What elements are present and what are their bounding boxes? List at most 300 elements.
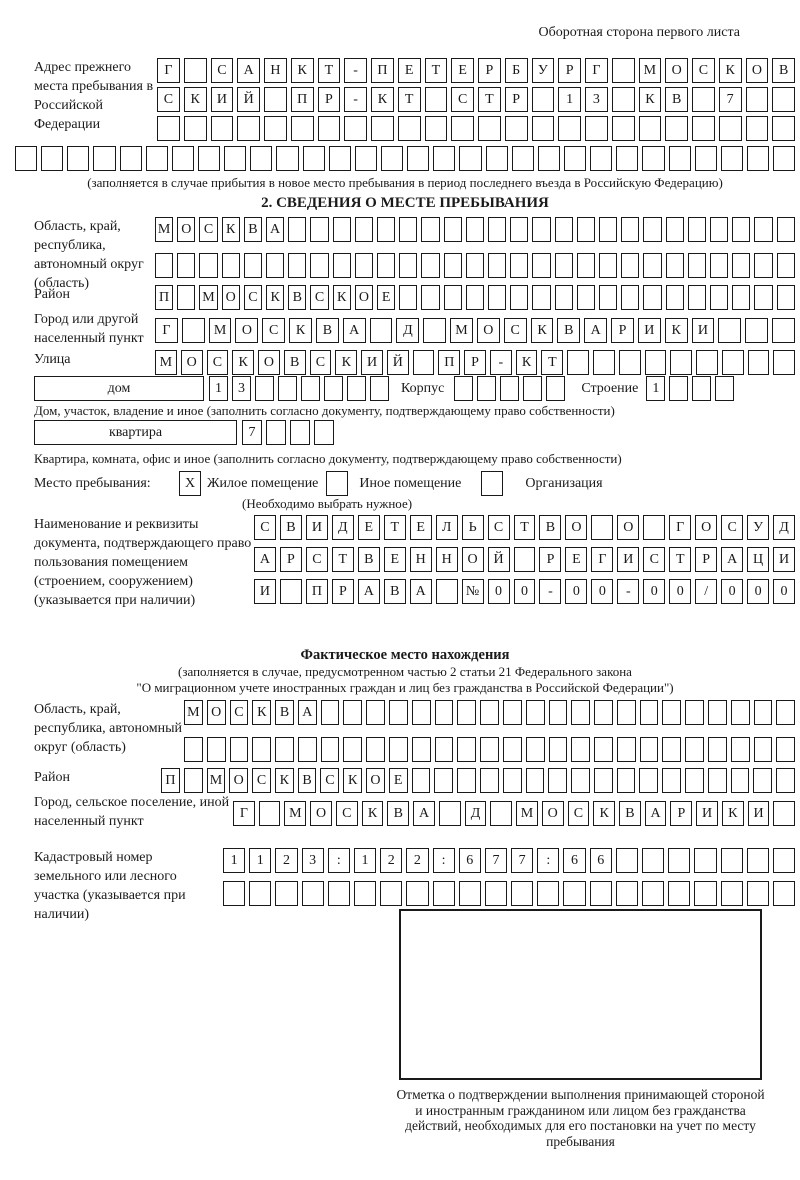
char-cell[interactable]: [344, 116, 367, 141]
char-cell[interactable]: :: [537, 848, 559, 873]
char-cell[interactable]: [669, 376, 688, 401]
char-cell[interactable]: 2: [275, 848, 297, 873]
char-cell[interactable]: И: [638, 318, 661, 343]
char-cell[interactable]: [252, 737, 271, 762]
char-cell[interactable]: А: [584, 318, 607, 343]
char-cell[interactable]: [500, 376, 519, 401]
char-cell[interactable]: С: [254, 515, 276, 540]
char-cell[interactable]: -: [490, 350, 512, 375]
char-cell[interactable]: Е: [377, 285, 395, 310]
char-cell[interactable]: [454, 376, 473, 401]
char-cell[interactable]: [412, 737, 431, 762]
char-cell[interactable]: Ц: [747, 547, 769, 572]
char-cell[interactable]: 0: [747, 579, 769, 604]
char-cell[interactable]: Н: [264, 58, 287, 83]
char-cell[interactable]: Г: [669, 515, 691, 540]
char-cell[interactable]: :: [328, 848, 350, 873]
char-cell[interactable]: [298, 737, 317, 762]
char-cell[interactable]: [275, 737, 294, 762]
char-cell[interactable]: А: [358, 579, 380, 604]
char-cell[interactable]: [643, 217, 661, 242]
char-cell[interactable]: Г: [155, 318, 178, 343]
char-cell[interactable]: [772, 116, 795, 141]
char-cell[interactable]: Г: [591, 547, 613, 572]
char-cell[interactable]: [642, 848, 664, 873]
char-cell[interactable]: [514, 547, 536, 572]
char-cell[interactable]: [591, 515, 613, 540]
char-cell[interactable]: Й: [387, 350, 409, 375]
char-cell[interactable]: [177, 253, 195, 278]
char-cell[interactable]: [732, 217, 750, 242]
char-cell[interactable]: [688, 253, 706, 278]
char-cell[interactable]: [488, 285, 506, 310]
char-cell[interactable]: Р: [318, 87, 341, 112]
char-cell[interactable]: [708, 768, 727, 793]
char-cell[interactable]: Р: [611, 318, 634, 343]
char-cell[interactable]: [577, 253, 595, 278]
char-cell[interactable]: С: [320, 768, 339, 793]
char-cell[interactable]: В: [619, 801, 641, 826]
char-cell[interactable]: 1: [354, 848, 376, 873]
char-cell[interactable]: К: [343, 768, 362, 793]
char-cell[interactable]: /: [695, 579, 717, 604]
char-cell[interactable]: [490, 801, 512, 826]
checkbox-zhiloe[interactable]: X: [179, 471, 201, 496]
char-cell[interactable]: [371, 116, 394, 141]
char-cell[interactable]: [617, 737, 636, 762]
char-cell[interactable]: [321, 700, 340, 725]
char-cell[interactable]: [692, 376, 711, 401]
char-cell[interactable]: [318, 116, 341, 141]
char-cell[interactable]: М: [155, 217, 173, 242]
char-cell[interactable]: [777, 217, 795, 242]
char-cell[interactable]: [776, 737, 795, 762]
char-cell[interactable]: [223, 881, 245, 906]
char-cell[interactable]: [444, 217, 462, 242]
char-cell[interactable]: [777, 253, 795, 278]
char-cell[interactable]: Е: [451, 58, 474, 83]
char-cell[interactable]: [710, 253, 728, 278]
char-cell[interactable]: [722, 350, 744, 375]
char-cell[interactable]: [425, 87, 448, 112]
char-cell[interactable]: [732, 285, 750, 310]
char-cell[interactable]: №: [462, 579, 484, 604]
char-cell[interactable]: [377, 217, 395, 242]
char-cell[interactable]: [696, 350, 718, 375]
char-cell[interactable]: О: [310, 801, 332, 826]
char-cell[interactable]: Л: [436, 515, 458, 540]
char-cell[interactable]: [642, 881, 664, 906]
char-cell[interactable]: [301, 376, 320, 401]
char-cell[interactable]: С: [336, 801, 358, 826]
char-cell[interactable]: 2: [380, 848, 402, 873]
char-cell[interactable]: [486, 146, 508, 171]
char-cell[interactable]: [639, 768, 658, 793]
char-cell[interactable]: С: [306, 547, 328, 572]
char-cell[interactable]: [563, 881, 585, 906]
char-cell[interactable]: У: [532, 58, 555, 83]
char-cell[interactable]: 3: [302, 848, 324, 873]
char-cell[interactable]: [399, 285, 417, 310]
char-cell[interactable]: [731, 737, 750, 762]
char-cell[interactable]: [412, 700, 431, 725]
char-cell[interactable]: [599, 217, 617, 242]
char-cell[interactable]: [423, 318, 446, 343]
char-cell[interactable]: [366, 700, 385, 725]
char-cell[interactable]: [746, 116, 769, 141]
char-cell[interactable]: [599, 253, 617, 278]
char-cell[interactable]: [577, 285, 595, 310]
char-cell[interactable]: [237, 116, 260, 141]
char-cell[interactable]: [718, 318, 741, 343]
char-cell[interactable]: [207, 737, 226, 762]
char-cell[interactable]: [616, 881, 638, 906]
char-cell[interactable]: [599, 285, 617, 310]
char-cell[interactable]: 0: [721, 579, 743, 604]
char-cell[interactable]: [643, 285, 661, 310]
char-cell[interactable]: [772, 87, 795, 112]
char-cell[interactable]: [745, 318, 768, 343]
char-cell[interactable]: [685, 737, 704, 762]
char-cell[interactable]: [314, 420, 334, 445]
char-cell[interactable]: [459, 881, 481, 906]
char-cell[interactable]: [612, 116, 635, 141]
char-cell[interactable]: Д: [465, 801, 487, 826]
char-cell[interactable]: О: [355, 285, 373, 310]
char-cell[interactable]: Г: [157, 58, 180, 83]
char-cell[interactable]: [746, 87, 769, 112]
char-cell[interactable]: [280, 579, 302, 604]
char-cell[interactable]: В: [275, 700, 294, 725]
char-cell[interactable]: [621, 217, 639, 242]
char-cell[interactable]: [303, 146, 325, 171]
char-cell[interactable]: Д: [773, 515, 795, 540]
char-cell[interactable]: [532, 253, 550, 278]
char-cell[interactable]: [421, 253, 439, 278]
char-cell[interactable]: [642, 146, 664, 171]
char-cell[interactable]: [278, 376, 297, 401]
char-cell[interactable]: Е: [410, 515, 432, 540]
char-cell[interactable]: И: [692, 318, 715, 343]
char-cell[interactable]: Ь: [462, 515, 484, 540]
char-cell[interactable]: С: [488, 515, 510, 540]
char-cell[interactable]: 6: [590, 848, 612, 873]
char-cell[interactable]: [377, 253, 395, 278]
char-cell[interactable]: [146, 146, 168, 171]
char-cell[interactable]: [459, 146, 481, 171]
char-cell[interactable]: С: [244, 285, 262, 310]
char-cell[interactable]: А: [410, 579, 432, 604]
char-cell[interactable]: П: [438, 350, 460, 375]
char-cell[interactable]: [558, 116, 581, 141]
char-cell[interactable]: М: [450, 318, 473, 343]
char-cell[interactable]: 7: [485, 848, 507, 873]
char-cell[interactable]: К: [719, 58, 742, 83]
char-cell[interactable]: [321, 737, 340, 762]
char-cell[interactable]: [276, 146, 298, 171]
char-cell[interactable]: В: [244, 217, 262, 242]
char-cell[interactable]: А: [721, 547, 743, 572]
char-cell[interactable]: [754, 700, 773, 725]
char-cell[interactable]: [389, 700, 408, 725]
char-cell[interactable]: [310, 217, 328, 242]
char-cell[interactable]: Т: [478, 87, 501, 112]
char-cell[interactable]: М: [284, 801, 306, 826]
char-cell[interactable]: [549, 700, 568, 725]
char-cell[interactable]: Е: [389, 768, 408, 793]
char-cell[interactable]: Н: [436, 547, 458, 572]
char-cell[interactable]: В: [557, 318, 580, 343]
char-cell[interactable]: Р: [478, 58, 501, 83]
char-cell[interactable]: С: [262, 318, 285, 343]
char-cell[interactable]: [773, 801, 795, 826]
char-cell[interactable]: [413, 350, 435, 375]
char-cell[interactable]: [549, 737, 568, 762]
char-cell[interactable]: [732, 253, 750, 278]
char-cell[interactable]: [436, 579, 458, 604]
char-cell[interactable]: А: [645, 801, 667, 826]
checkbox-inoe[interactable]: [326, 471, 348, 496]
char-cell[interactable]: [266, 253, 284, 278]
char-cell[interactable]: [731, 700, 750, 725]
char-cell[interactable]: [695, 146, 717, 171]
char-cell[interactable]: [773, 881, 795, 906]
char-cell[interactable]: Г: [233, 801, 255, 826]
char-cell[interactable]: [670, 350, 692, 375]
char-cell[interactable]: Е: [384, 547, 406, 572]
char-cell[interactable]: К: [291, 58, 314, 83]
char-cell[interactable]: [777, 285, 795, 310]
char-cell[interactable]: [421, 285, 439, 310]
char-cell[interactable]: [753, 768, 772, 793]
char-cell[interactable]: [406, 881, 428, 906]
char-cell[interactable]: [466, 253, 484, 278]
char-cell[interactable]: [773, 350, 795, 375]
char-cell[interactable]: М: [639, 58, 662, 83]
char-cell[interactable]: [41, 146, 63, 171]
char-cell[interactable]: М: [199, 285, 217, 310]
char-cell[interactable]: К: [266, 285, 284, 310]
char-cell[interactable]: [324, 376, 343, 401]
char-cell[interactable]: Р: [505, 87, 528, 112]
char-cell[interactable]: [451, 116, 474, 141]
char-cell[interactable]: К: [362, 801, 384, 826]
char-cell[interactable]: С: [721, 515, 743, 540]
char-cell[interactable]: [754, 737, 773, 762]
char-cell[interactable]: [640, 737, 659, 762]
char-cell[interactable]: [571, 700, 590, 725]
char-cell[interactable]: О: [542, 801, 564, 826]
char-cell[interactable]: В: [298, 768, 317, 793]
char-cell[interactable]: С: [643, 547, 665, 572]
char-cell[interactable]: Й: [237, 87, 260, 112]
char-cell[interactable]: О: [477, 318, 500, 343]
char-cell[interactable]: Р: [464, 350, 486, 375]
char-cell[interactable]: [264, 116, 287, 141]
char-cell[interactable]: [645, 350, 667, 375]
char-cell[interactable]: Е: [358, 515, 380, 540]
char-cell[interactable]: [485, 881, 507, 906]
char-cell[interactable]: К: [371, 87, 394, 112]
char-cell[interactable]: А: [254, 547, 276, 572]
char-cell[interactable]: О: [235, 318, 258, 343]
char-cell[interactable]: [211, 116, 234, 141]
char-cell[interactable]: [478, 116, 501, 141]
char-cell[interactable]: И: [748, 801, 770, 826]
char-cell[interactable]: В: [288, 285, 306, 310]
char-cell[interactable]: [184, 737, 203, 762]
char-cell[interactable]: Т: [384, 515, 406, 540]
checkbox-organizatsiya[interactable]: [481, 471, 503, 496]
char-cell[interactable]: К: [531, 318, 554, 343]
char-cell[interactable]: Р: [670, 801, 692, 826]
char-cell[interactable]: [354, 881, 376, 906]
char-cell[interactable]: Н: [410, 547, 432, 572]
char-cell[interactable]: [370, 376, 389, 401]
char-cell[interactable]: [435, 737, 454, 762]
char-cell[interactable]: И: [696, 801, 718, 826]
char-cell[interactable]: О: [177, 217, 195, 242]
char-cell[interactable]: М: [207, 768, 226, 793]
char-cell[interactable]: [480, 737, 499, 762]
char-cell[interactable]: С: [252, 768, 271, 793]
char-cell[interactable]: С: [692, 58, 715, 83]
char-cell[interactable]: [594, 700, 613, 725]
char-cell[interactable]: [555, 217, 573, 242]
char-cell[interactable]: [444, 285, 462, 310]
char-cell[interactable]: [222, 253, 240, 278]
char-cell[interactable]: [439, 801, 461, 826]
char-cell[interactable]: С: [568, 801, 590, 826]
char-cell[interactable]: [748, 350, 770, 375]
char-cell[interactable]: [488, 253, 506, 278]
char-cell[interactable]: Г: [585, 58, 608, 83]
char-cell[interactable]: К: [722, 801, 744, 826]
char-cell[interactable]: [754, 217, 772, 242]
char-cell[interactable]: [526, 768, 545, 793]
char-cell[interactable]: С: [451, 87, 474, 112]
char-cell[interactable]: О: [462, 547, 484, 572]
char-cell[interactable]: В: [280, 515, 302, 540]
char-cell[interactable]: [668, 881, 690, 906]
char-cell[interactable]: С: [157, 87, 180, 112]
char-cell[interactable]: [537, 881, 559, 906]
char-cell[interactable]: [577, 217, 595, 242]
char-cell[interactable]: [477, 376, 496, 401]
char-cell[interactable]: [619, 350, 641, 375]
char-cell[interactable]: И: [254, 579, 276, 604]
char-cell[interactable]: К: [222, 217, 240, 242]
char-cell[interactable]: [612, 87, 635, 112]
char-cell[interactable]: [567, 350, 589, 375]
char-cell[interactable]: М: [516, 801, 538, 826]
char-cell[interactable]: 0: [643, 579, 665, 604]
char-cell[interactable]: [512, 146, 534, 171]
char-cell[interactable]: -: [344, 87, 367, 112]
char-cell[interactable]: [15, 146, 37, 171]
char-cell[interactable]: У: [747, 515, 769, 540]
char-cell[interactable]: В: [539, 515, 561, 540]
char-cell[interactable]: М: [155, 350, 177, 375]
char-cell[interactable]: И: [773, 547, 795, 572]
char-cell[interactable]: [594, 737, 613, 762]
char-cell[interactable]: [407, 146, 429, 171]
char-cell[interactable]: [184, 116, 207, 141]
char-cell[interactable]: [773, 848, 795, 873]
char-cell[interactable]: [288, 217, 306, 242]
char-cell[interactable]: [302, 881, 324, 906]
char-cell[interactable]: [503, 700, 522, 725]
char-cell[interactable]: [776, 768, 795, 793]
char-cell[interactable]: [155, 253, 173, 278]
char-cell[interactable]: О: [695, 515, 717, 540]
char-cell[interactable]: Т: [425, 58, 448, 83]
char-cell[interactable]: О: [665, 58, 688, 83]
char-cell[interactable]: [708, 700, 727, 725]
char-cell[interactable]: [571, 737, 590, 762]
char-cell[interactable]: [198, 146, 220, 171]
char-cell[interactable]: [593, 350, 615, 375]
char-cell[interactable]: [590, 146, 612, 171]
char-cell[interactable]: В: [387, 801, 409, 826]
char-cell[interactable]: В: [772, 58, 795, 83]
char-cell[interactable]: [617, 700, 636, 725]
char-cell[interactable]: [640, 700, 659, 725]
char-cell[interactable]: [120, 146, 142, 171]
char-cell[interactable]: Т: [318, 58, 341, 83]
char-cell[interactable]: К: [665, 318, 688, 343]
char-cell[interactable]: П: [161, 768, 180, 793]
char-cell[interactable]: Т: [332, 547, 354, 572]
char-cell[interactable]: А: [343, 318, 366, 343]
char-cell[interactable]: К: [289, 318, 312, 343]
char-cell[interactable]: [457, 737, 476, 762]
char-cell[interactable]: Т: [669, 547, 691, 572]
char-cell[interactable]: [503, 737, 522, 762]
char-cell[interactable]: [590, 881, 612, 906]
char-cell[interactable]: [692, 116, 715, 141]
char-cell[interactable]: [688, 285, 706, 310]
char-cell[interactable]: [172, 146, 194, 171]
char-cell[interactable]: [564, 146, 586, 171]
char-cell[interactable]: [435, 700, 454, 725]
char-cell[interactable]: [548, 768, 567, 793]
char-cell[interactable]: [488, 217, 506, 242]
char-cell[interactable]: Е: [398, 58, 421, 83]
char-cell[interactable]: [67, 146, 89, 171]
char-cell[interactable]: Р: [332, 579, 354, 604]
char-cell[interactable]: [93, 146, 115, 171]
kvartira-box[interactable]: квартира: [34, 420, 237, 445]
char-cell[interactable]: [510, 285, 528, 310]
char-cell[interactable]: С: [310, 350, 332, 375]
char-cell[interactable]: [694, 881, 716, 906]
char-cell[interactable]: [621, 253, 639, 278]
char-cell[interactable]: Р: [280, 547, 302, 572]
char-cell[interactable]: К: [516, 350, 538, 375]
char-cell[interactable]: [184, 58, 207, 83]
char-cell[interactable]: [264, 87, 287, 112]
char-cell[interactable]: 0: [514, 579, 536, 604]
char-cell[interactable]: И: [211, 87, 234, 112]
char-cell[interactable]: [532, 116, 555, 141]
char-cell[interactable]: К: [593, 801, 615, 826]
char-cell[interactable]: [355, 146, 377, 171]
char-cell[interactable]: [412, 768, 431, 793]
char-cell[interactable]: [511, 881, 533, 906]
char-cell[interactable]: [259, 801, 281, 826]
char-cell[interactable]: Р: [695, 547, 717, 572]
